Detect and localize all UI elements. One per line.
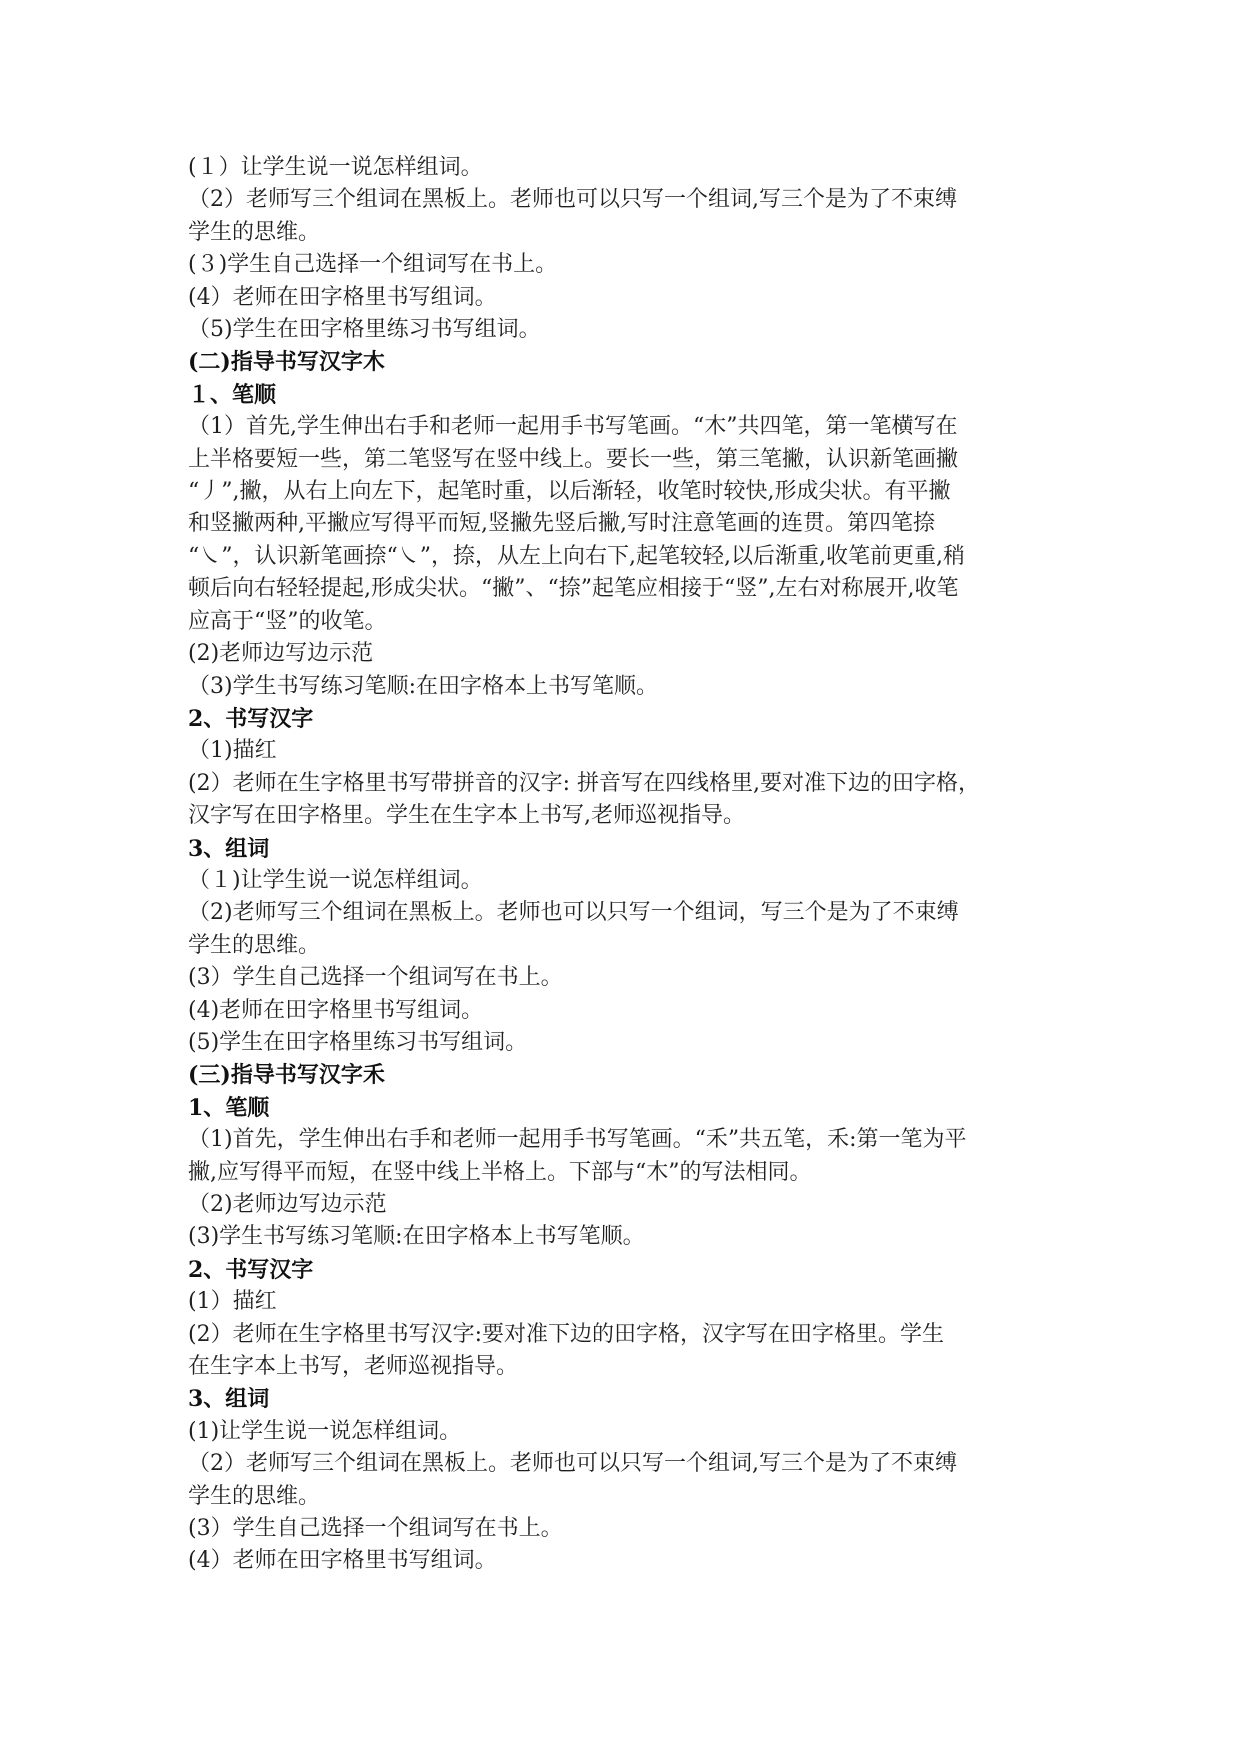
- text-line: （1)描红: [188, 738, 277, 764]
- text-line: 顿后向右轻轻提起,形成尖状。“撇”、“捺”起笔应相接于“竖”,左右对称展开,收笔: [188, 576, 959, 602]
- text-line: （1)首先，学生伸出右手和老师一起用手书写笔画。“禾”共五笔，禾:第一笔为平: [188, 1127, 967, 1153]
- text-line: 和竖撇两种,平撇应写得平而短,竖撇先竖后撇,写时注意笔画的连贯。第四笔捺: [188, 511, 935, 537]
- text-line: “㇏”，认识新笔画捺“㇏”，捺，从左上向右下,起笔较轻,以后渐重,收笔前更重,稍: [188, 543, 965, 569]
- text-line: (4）老师在田字格里书写组词。: [188, 284, 497, 310]
- text-line: 上半格要短一些，第二笔竖写在竖中线上。要长一些，第三笔撇，认识新笔画撇: [188, 446, 959, 472]
- text-line: (1)让学生说一说怎样组词。: [188, 1418, 462, 1444]
- text-line: 应高于“竖”的收笔。: [188, 608, 387, 634]
- text-line: （2)老师边写边示范: [188, 1192, 387, 1217]
- text-line: 学生的思维。: [188, 932, 321, 958]
- text-line: 学生的思维。: [188, 1483, 321, 1509]
- section-heading: (三)指导书写汉字禾: [188, 1062, 385, 1089]
- text-line: (2）老师在生字格里书写汉字:要对准下边的田字格，汉字写在田字格里。学生: [188, 1321, 944, 1347]
- text-line: (３)学生自己选择一个组词写在书上。: [188, 252, 558, 278]
- text-line: 在生字本上书写，老师巡视指导。: [188, 1354, 519, 1380]
- section-heading: (二)指导书写汉字木: [188, 349, 385, 376]
- text-line: (4)老师在田字格里书写组词。: [188, 997, 484, 1023]
- section-heading: 3、组词: [188, 1386, 270, 1413]
- text-line: （1）首先,学生伸出右手和老师一起用手书写笔画。“木”共四笔，第一笔横写在: [188, 414, 958, 440]
- document-page: [188, 152, 1068, 1578]
- text-line: （3)学生书写练习笔顺:在田字格本上书写笔顺。: [188, 673, 658, 699]
- text-line: “丿”,撇，从右上向左下，起笔时重，以后渐轻，收笔时较快,形成尖状。有平撇: [188, 479, 951, 505]
- section-heading: 2、书写汉字: [188, 705, 314, 732]
- section-heading: 3、组词: [188, 835, 270, 862]
- text-line: (3）学生自己选择一个组词写在书上。: [188, 1516, 563, 1542]
- text-line: 撇,应写得平而短，在竖中线上半格上。下部与“木”的写法相同。: [188, 1159, 812, 1185]
- text-line: (1）描红: [188, 1289, 277, 1315]
- text-line: (2）老师在生字格里书写带拼音的汉字: 拼音写在四线格里,要对准下边的田字格，: [188, 770, 980, 796]
- text-line: （2）老师写三个组词在黑板上。老师也可以只写一个组词,写三个是为了不束缚: [188, 187, 957, 213]
- text-line: (4）老师在田字格里书写组词。: [188, 1548, 497, 1574]
- text-line: (１）让学生说一说怎样组词。: [188, 155, 483, 180]
- text-line: （5)学生在田字格里练习书写组词。: [188, 317, 541, 343]
- section-heading: 2、书写汉字: [188, 1256, 314, 1283]
- section-heading: 1、笔顺: [188, 1094, 270, 1121]
- text-line: (2)老师边写边示范: [188, 641, 374, 667]
- section-heading: １、笔顺: [188, 381, 277, 408]
- text-line: (3)学生书写练习笔顺:在田字格本上书写笔顺。: [188, 1224, 645, 1250]
- text-line: （2）老师写三个组词在黑板上。老师也可以只写一个组词,写三个是为了不束缚: [188, 1451, 957, 1477]
- text-line: (5)学生在田字格里练习书写组词。: [188, 1029, 528, 1055]
- text-line: (3）学生自己选择一个组词写在书上。: [188, 965, 563, 991]
- text-line: （１)让学生说一说怎样组词。: [188, 867, 483, 893]
- text-line: （2)老师写三个组词在黑板上。老师也可以只写一个组词，写三个是为了不束缚: [188, 900, 959, 926]
- text-line: 汉字写在田字格里。学生在生字本上书写,老师巡视指导。: [188, 803, 745, 829]
- text-line: 学生的思维。: [188, 219, 321, 245]
